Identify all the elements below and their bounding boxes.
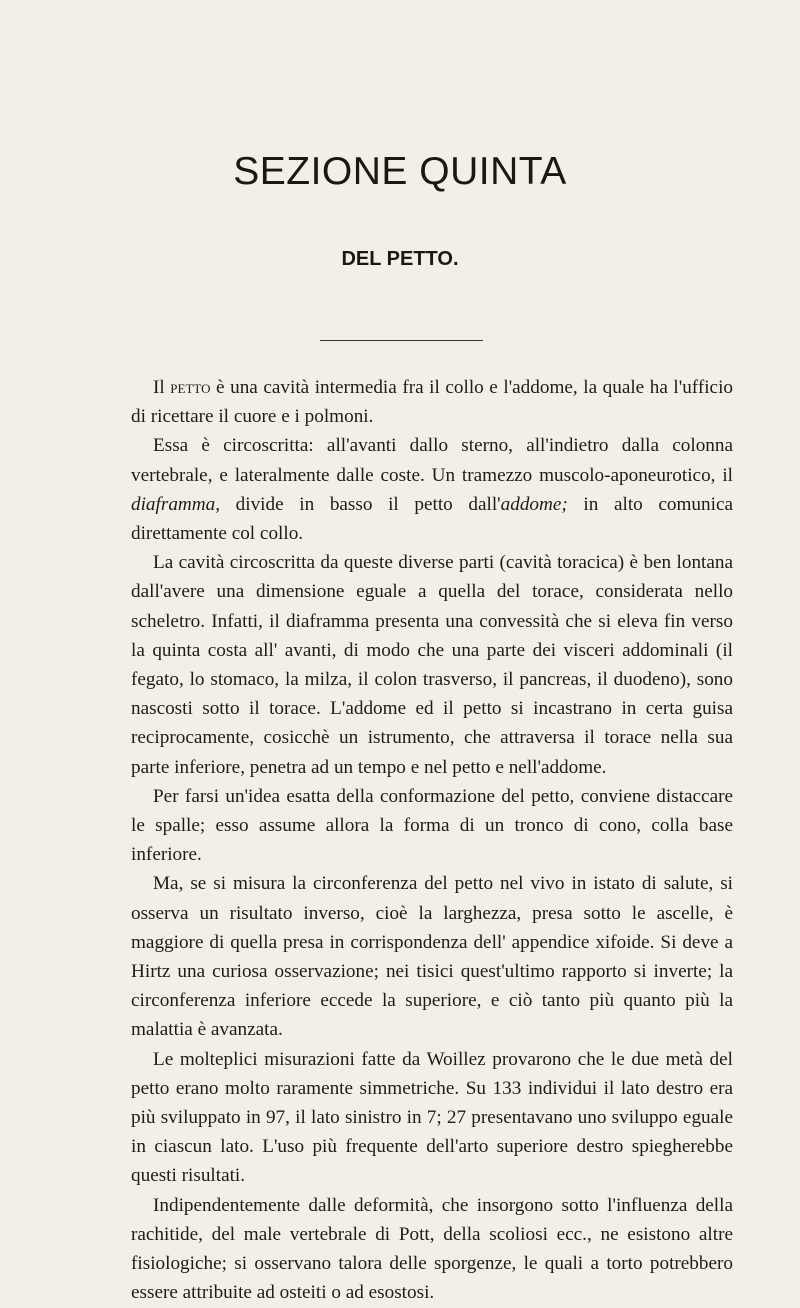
paragraph-6: Le molteplici misurazioni fatte da Woillez provarono che le due metà del petto erano molto raramente simmetriche. Su 133 individui il lato destro era più sviluppato in 97, il lato sinistro in 7; 27 presentavano uno sviluppo eguale in ciascun lato. L'uso più frequente dell'arto superiore destro spiegherebbe questi risultati. (131, 1048, 733, 1187)
paragraph-1-text: è una cavità intermedia fra il collo e l'addome, la quale ha l'ufficio di ricettare il cuore e i polmoni. (131, 377, 733, 428)
paragraph-1-lead: Il (153, 377, 171, 398)
chapter-subtitle: DEL PETTO. (341, 248, 459, 270)
paragraph-2-text-a: Essa è circoscritta: all'avanti dallo sterno, all'indietro dalla colonna vertebrale, e lateralmente dalle coste. Un tramezzo muscolo-aponeurotico, il (131, 435, 733, 486)
paragraph-7: Indipendentemente dalle deformità, che insorgono sotto l'influenza della rachitide, del male vertebrale di Pott, della scoliosi ecc., ne esistono altre fisiologiche; si osservano talora delle sporgenze, le quali a torto potrebbero essere attribuite ad osteiti o ad esostosi. (131, 1194, 733, 1304)
paragraph-2 (131, 431, 733, 548)
paragraph-3: La cavità circoscritta da queste diverse parti (cavità toracica) è ben lontana dall'avere una dimensione eguale a quella del torace, considerata nello scheletro. Infatti, il diaframma presenta una convessità che si eleva fin verso la quinta costa all' avanti, di modo che una parte dei visceri addominali (il fegato, lo stomaco, la milza, il colon trasverso, il pancreas, il duodeno), sono nascosti sotto il torace. L'addome ed il petto si incastrano in certa guisa reciprocamente, cosicchè un istrumento, che attraversa il torace nella sua parte inferiore, penetra ad un tempo e nel petto e nell'addome. (131, 552, 733, 778)
paragraph-1-term: petto (170, 377, 211, 398)
paragraph-5: Ma, se si misura la circonferenza del petto nel vivo in istato di salute, si osserva un risultato inverso, cioè la larghezza, presa sotto le ascelle, è maggiore di quella presa in corrispondenza dell' appendice xifoide. Si deve a Hirtz una curiosa osservazione; nei tisici quest'ultimo rapporto si inverte; la circonferenza inferiore eccede la superiore, e ciò tanto più quanto più la malattia è avanzata. (131, 873, 733, 1041)
paragraph-1 (131, 373, 733, 431)
paragraph-2-text-c: in alto comunica direttamente col collo. (131, 493, 733, 545)
divider-rule (320, 340, 483, 341)
paragraph-2-term-addome: addome; (500, 493, 568, 515)
body-text (131, 373, 733, 1308)
paragraph-4: Per farsi un'idea esatta della conformazione del petto, conviene distaccare le spalle; esso assume allora la forma di un tronco di cono, colla base inferiore. (131, 785, 733, 866)
section-title: SEZIONE QUINTA (233, 150, 567, 193)
paragraph-2-text-b: divide in basso il petto dall' (220, 493, 501, 515)
paragraph-2-term-diaframma: diaframma, (131, 493, 221, 515)
